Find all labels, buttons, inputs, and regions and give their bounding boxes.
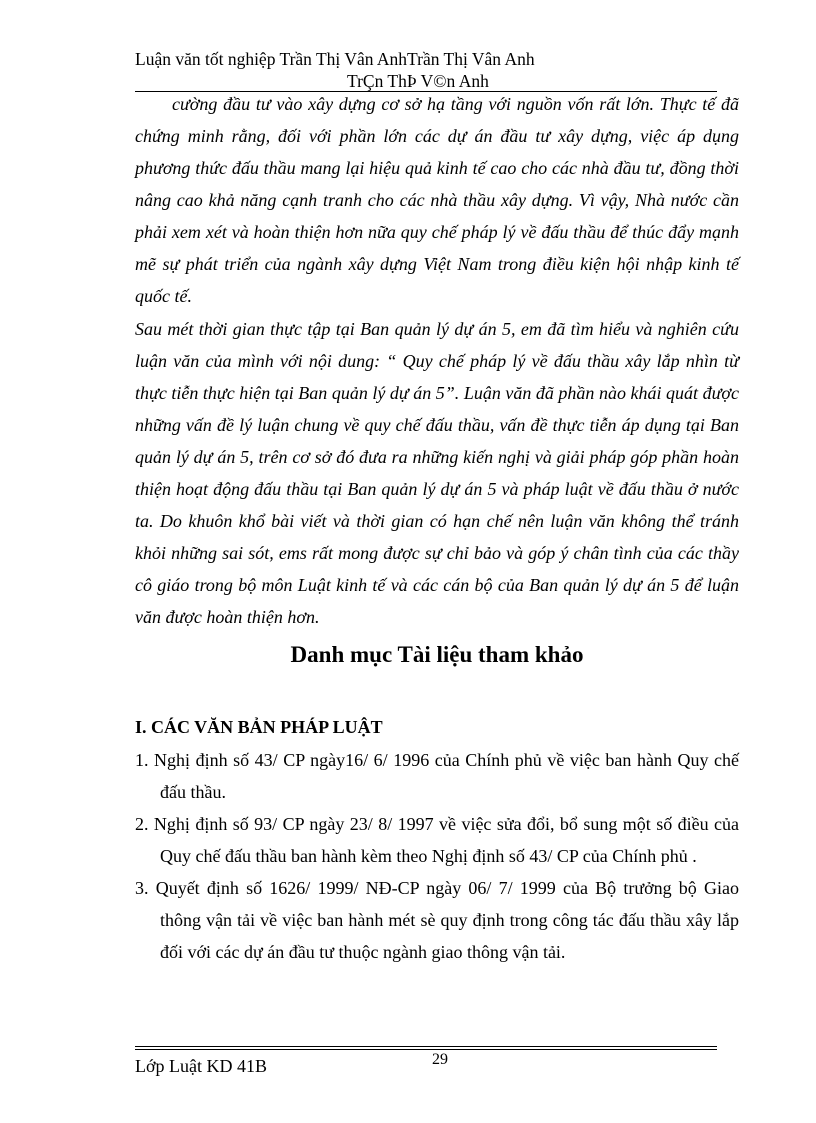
acknowledgement-paragraph-block: [135, 313, 739, 633]
running-header: [135, 48, 735, 92]
footer-class-label: Lớp Luật KD 41B: [135, 1056, 268, 1076]
page-number: 29: [432, 1051, 448, 1068]
intro-paragraph: cường đầu tư vào xây dựng cơ sở hạ tầng với nguồn vốn rất lớn. Thực tế đã chứng minh rằng, đối với phần lớn các dự án đầu tư xây dựng, việc áp dụng phương thức đấu thầu mang lại hiệu quả kinh tế cao cho các nhà đầu tư, đồng thời nâng cao khả năng cạnh tranh cho các nhà thầu xây dựng. Vì vậy, Nhà nước cần phải xem xét và hoàn thiện hơn nữa quy chế pháp lý về đấu thầu để thúc đẩy mạnh mẽ sự phát triển của ngành xây dựng Việt Nam trong điều kiện hội nhập kinh tế quốc tế.: [135, 94, 739, 306]
acknowledgement-paragraph: Sau mét thời gian thực tập tại Ban quản lý dự án 5, em đã tìm hiểu và nghiên cứu luận văn của mình với nội dung: “ Quy chế pháp lý về đấu thầu xây lắp nhìn từ thực tiễn thực hiện tại Ban quản lý dự án 5”. Luận văn đã phần nào khái quát được những vấn đề lý luận chung về quy chế đấu thầu, vấn đề thực tiễn áp dụng tại Ban quản lý dự án 5, trên cơ sở đó đưa ra những kiến nghị và giải pháp góp phần hoàn thiện hoạt động đấu thầu tại Ban quản lý dự án 5 và pháp luật về đấu thầu ở nước ta. Do khuôn khổ bài viết và thời gian có hạn chế nên luận văn không thể tránh khỏi những sai sót, ems rất mong được sự chỉ bảo và góp ý chân tình của các thầy cô giáo trong bộ môn Luật kinh tế và các cán bộ của Ban quản lý dự án 5 để luận văn được hoàn thiện hơn.: [135, 319, 739, 627]
references-title: Danh mục Tài liệu tham khảo: [290, 642, 584, 667]
legal-documents-heading: I. CÁC VĂN BẢN PHÁP LUẬT: [135, 717, 383, 737]
footer-rule: [135, 1046, 717, 1047]
reference-item: 3. Quyết định số 1626/ 1999/ NĐ-CP ngày 06/ 7/ 1999 của Bộ trưởng bộ Giao thông vận tải về việc ban hành mét sè quy định trong công tác đấu thầu xây lắp đối với các dự án đầu tư thuộc ngành giao thông vận tải.: [135, 878, 739, 962]
intro-paragraph-block: [135, 88, 739, 312]
footer-rule-second: [135, 1049, 717, 1050]
reference-item: 1. Nghị định số 43/ CP ngày16/ 6/ 1996 của Chính phủ về việc ban hành Quy chế đấu thầu.: [135, 750, 739, 802]
header-line-2: TrÇn ThÞ V©n Anh: [347, 71, 489, 91]
header-line-1: Luận văn tốt nghiệp Trần Thị Vân AnhTrần Thị Vân Anh: [135, 49, 535, 69]
reference-list: [135, 744, 739, 968]
reference-item: 2. Nghị định số 93/ CP ngày 23/ 8/ 1997 về việc sửa đổi, bổ sung một số điều của Quy chế đấu thầu ban hành kèm theo Nghị định số 43/ CP của Chính phủ .: [135, 814, 739, 866]
